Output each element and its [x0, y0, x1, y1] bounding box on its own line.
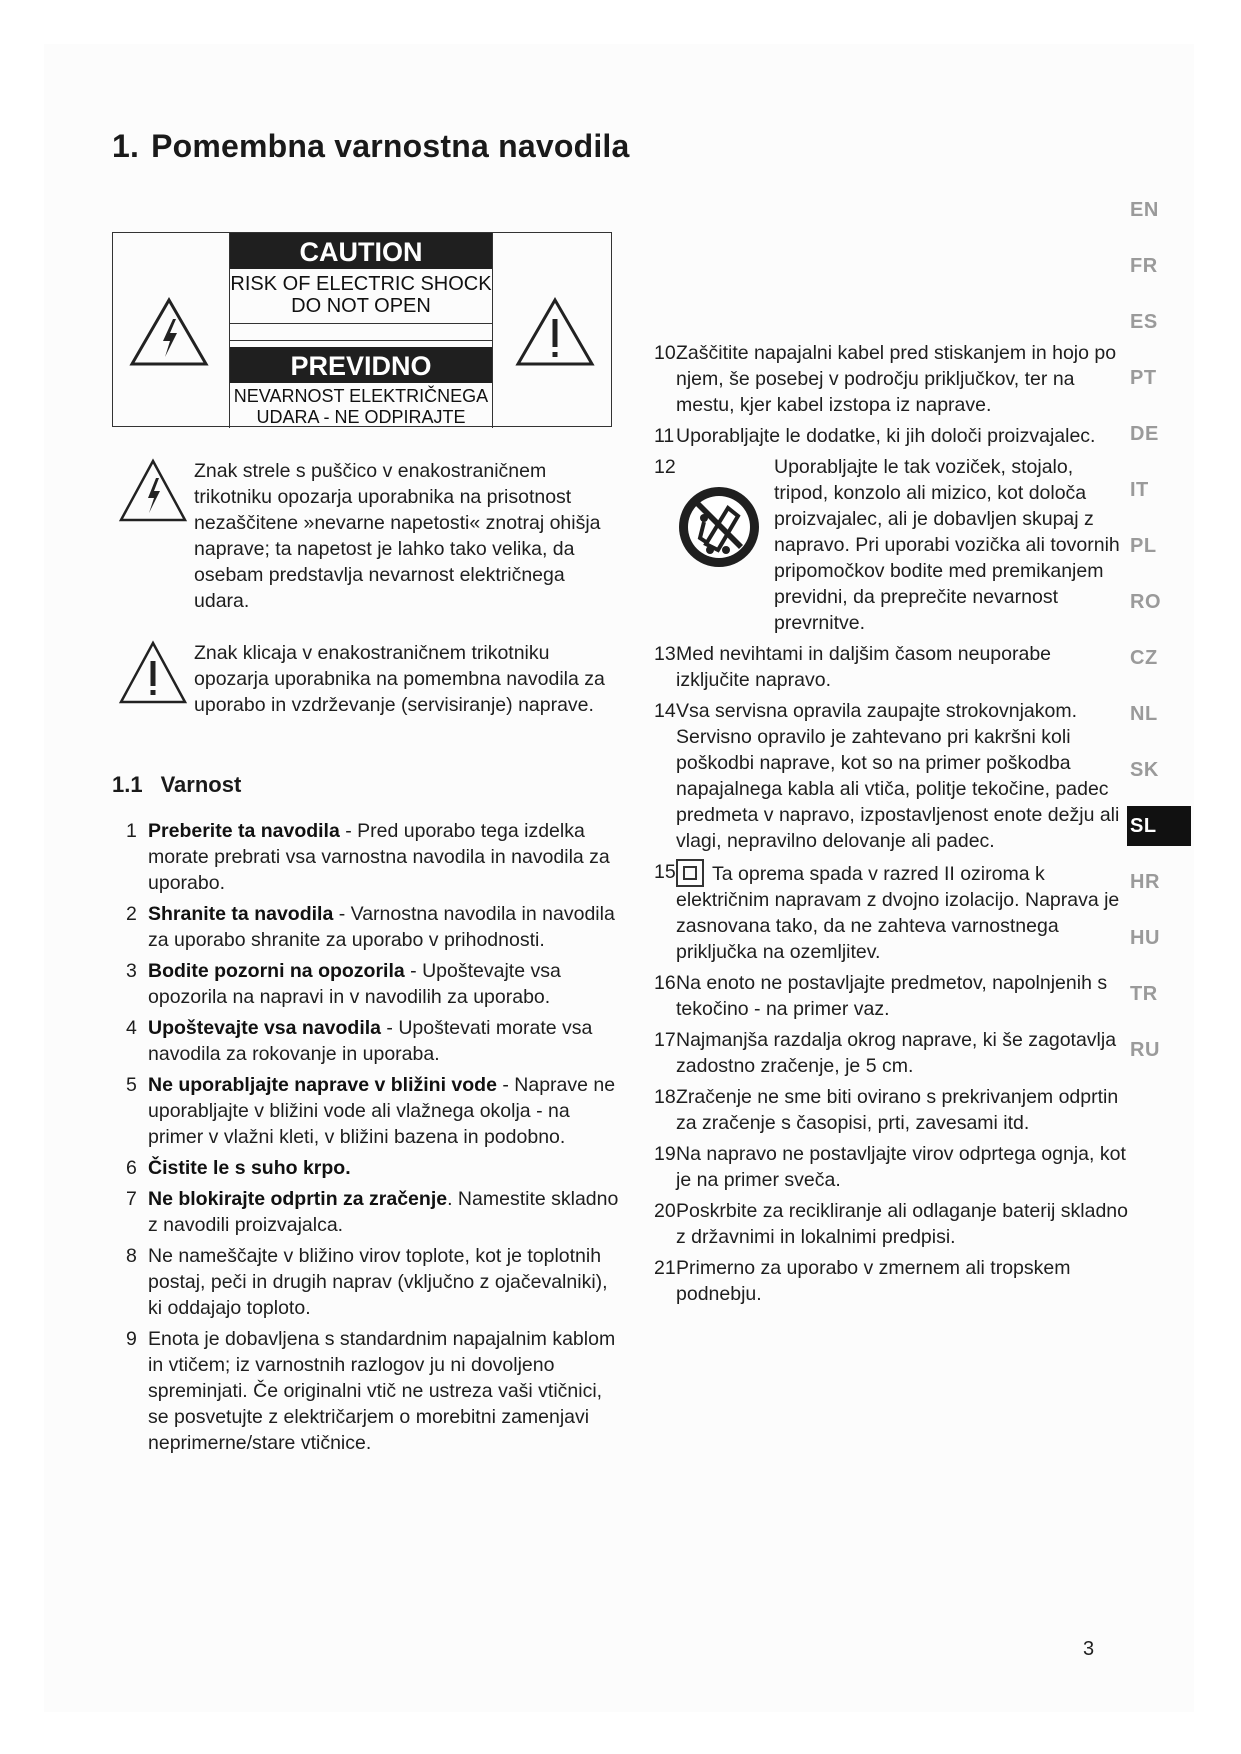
lang-tab-cz[interactable]: CZ	[1130, 647, 1158, 669]
lang-tab-fr[interactable]: FR	[1130, 255, 1158, 277]
list-item: 21 Primerno za uporabo v zmernem ali tropskem podnebju.	[654, 1257, 1071, 1305]
lang-tab-tr[interactable]: TR	[1130, 983, 1158, 1005]
exclamation-warning-icon	[515, 297, 595, 367]
cart-tip-over-icon	[676, 484, 762, 570]
lang-tab-pt[interactable]: PT	[1130, 367, 1157, 389]
list-item: 8 Ne nameščajte v bližino virov toplote, kot je toplotnih postaj, peči in drugih naprav (vključno z ojačevalniki), ki oddajajo toploto.	[126, 1245, 608, 1319]
lang-tab-pl[interactable]: PL	[1130, 535, 1157, 557]
list-item: 17 Najmanjša razdalja okrog naprave, ki še zagotavlja zadostno zračenje, je 5 cm.	[654, 1029, 1117, 1077]
list-item: 16 Na enoto ne postavljajte predmetov, napolnjenih s tekočino - na primer vaz.	[654, 972, 1108, 1020]
lang-tab-hu[interactable]: HU	[1130, 927, 1160, 949]
divider	[230, 323, 492, 341]
lang-tab-hr[interactable]: HR	[1130, 871, 1160, 893]
lang-tab-sk[interactable]: SK	[1130, 759, 1159, 781]
list-item: 15 Ta oprema spada v razred II oziroma k električnim napravam z dvojno izolacijo. Naprava je zasnovana tako, da ne zahteva varnostnega priključka na ozemljitev.	[654, 861, 1120, 963]
list-item: 19 Na napravo ne postavljajte virov odprtega ognja, kot je na primer sveča.	[654, 1143, 1126, 1191]
caution-line-1: RISK OF ELECTRIC SHOCK	[230, 273, 492, 295]
lang-tab-ro[interactable]: RO	[1130, 591, 1161, 613]
lang-tab-ru[interactable]: RU	[1130, 1039, 1160, 1061]
page-number: 3	[1083, 1638, 1095, 1660]
list-item: 10 Zaščitite napajalni kabel pred stiskanjem in hojo po njem, še posebej v področju priključkov, ter na mestu, kjer kabel izstopa iz naprave.	[654, 342, 1117, 416]
exclamation-warning-icon	[118, 640, 188, 706]
previdno-title: PREVIDNO	[230, 347, 492, 383]
language-tabs	[1127, 190, 1191, 1086]
list-item: 4 Upoštevajte vsa navodila - Upoštevati morate vsa navodila za rokovanje in uporaba.	[126, 1017, 593, 1065]
lightning-warning-icon	[118, 458, 188, 524]
list-item: 2 Shranite ta navodila - Varnostna navodila in navodila za uporabo shranite za uporabo v prihodnosti.	[126, 903, 615, 951]
list-item: 14 Vsa servisna opravila zaupajte strokovnjakom. Servisno opravilo je zahtevano pri kakršni koli poškodbi naprave, kot so na primer poškodba napajalnega kabla ali vtiča, politje tekočine, padec predmeta v napravo, izpostavljenost enote dežju ali vlagi, nepravilno delovanje ali padec.	[654, 700, 1120, 852]
page-title: 1. Pomembna varnostna navodila	[112, 128, 630, 164]
exclamation-symbol-explanation: Znak klicaja v enakostraničnem trikotniku opozarja uporabnika na pomembna navodila za uporabo in vzdrževanje (servisiranje) naprave.	[118, 640, 618, 718]
caution-label	[112, 232, 612, 427]
list-item: 6 Čistite le s suho krpo.	[126, 1157, 351, 1179]
list-item: 5 Ne uporabljajte naprave v bližini vode - Naprave ne uporabljajte v bližini vode ali vlažnega okolja - na primer v vlažni kleti, v bližini bazena in podobno.	[126, 1074, 616, 1148]
lang-tab-it[interactable]: IT	[1130, 479, 1149, 501]
list-item: 7 Ne blokirajte odprtin za zračenje. Namestite skladno z navodili proizvajalca.	[126, 1188, 619, 1236]
caution-title: CAUTION	[230, 233, 492, 269]
list-item: 20 Poskrbite za recikliranje ali odlaganje baterij skladno z državnimi in lokalnimi predpisi.	[654, 1200, 1128, 1248]
lang-tab-sl[interactable]: SL	[1127, 806, 1191, 846]
list-item: 1 Preberite ta navodila - Pred uporabo tega izdelka morate prebrati vsa varnostna navodila in navodila za uporabo.	[126, 820, 610, 894]
lightning-warning-icon	[129, 297, 209, 367]
list-item: 18 Zračenje ne sme biti ovirano s prekrivanjem odprtin za zračenje s časopisi, prti, zavesami itd.	[654, 1086, 1119, 1134]
previdno-line-1: NEVARNOST ELEKTRIČNEGA	[233, 386, 489, 406]
lang-tab-de[interactable]: DE	[1130, 423, 1159, 445]
safety-list-right	[640, 340, 1130, 1312]
previdno-line-2: UDARA - NE ODPIRAJTE	[256, 407, 466, 427]
list-item: 11 Uporabljajte le dodatke, ki jih določi proizvajalec.	[654, 425, 1096, 447]
lightning-symbol-explanation: Znak strele s puščico v enakostraničnem trikotniku opozarja uporabnika na prisotnost nezaščitene »nevarne napetosti« znotraj ohišja naprave; ta napetost je lahko tako velika, da osebam predstavlja nevarnost električnega udara.	[118, 458, 618, 614]
list-item: 3 Bodite pozorni na opozorila - Upoštevajte vsa opozorila na napravi in v navodilih za uporabo.	[126, 960, 561, 1008]
lang-tab-es[interactable]: ES	[1130, 311, 1158, 333]
lang-tab-nl[interactable]: NL	[1130, 703, 1158, 725]
list-item: 13 Med nevihtami in daljšim časom neuporabe izključite napravo.	[654, 643, 1052, 691]
lang-tab-en[interactable]: EN	[1130, 199, 1159, 221]
safety-list-left	[112, 818, 622, 1461]
section-title: 1.1 Varnost	[112, 772, 242, 797]
double-insulation-icon	[676, 859, 704, 887]
list-item: 12 Uporabljajte le tak voziček, stojalo, tripod, konzolo ali mizico, kot določa proizvajalec, ali je dobavljen skupaj z napravo. Pri uporabi vozička ali tovornih pripomočkov bodite med premikanjem previdni, da preprečite nevarnost prevrnitve.	[654, 456, 1120, 634]
caution-text-panel	[229, 233, 493, 428]
list-item: 9 Enota je dobavljena s standardnim napajalnim kablom in vtičem; iz varnostnih razlogov ju ni dovoljeno spreminjati. Če originalni vtič ne ustreza vaši vtičnici, se posvetujte z električarjem o morebitni zamenjavi neprimerne/stare vtičnice.	[126, 1328, 616, 1454]
caution-line-2: DO NOT OPEN	[291, 295, 431, 317]
